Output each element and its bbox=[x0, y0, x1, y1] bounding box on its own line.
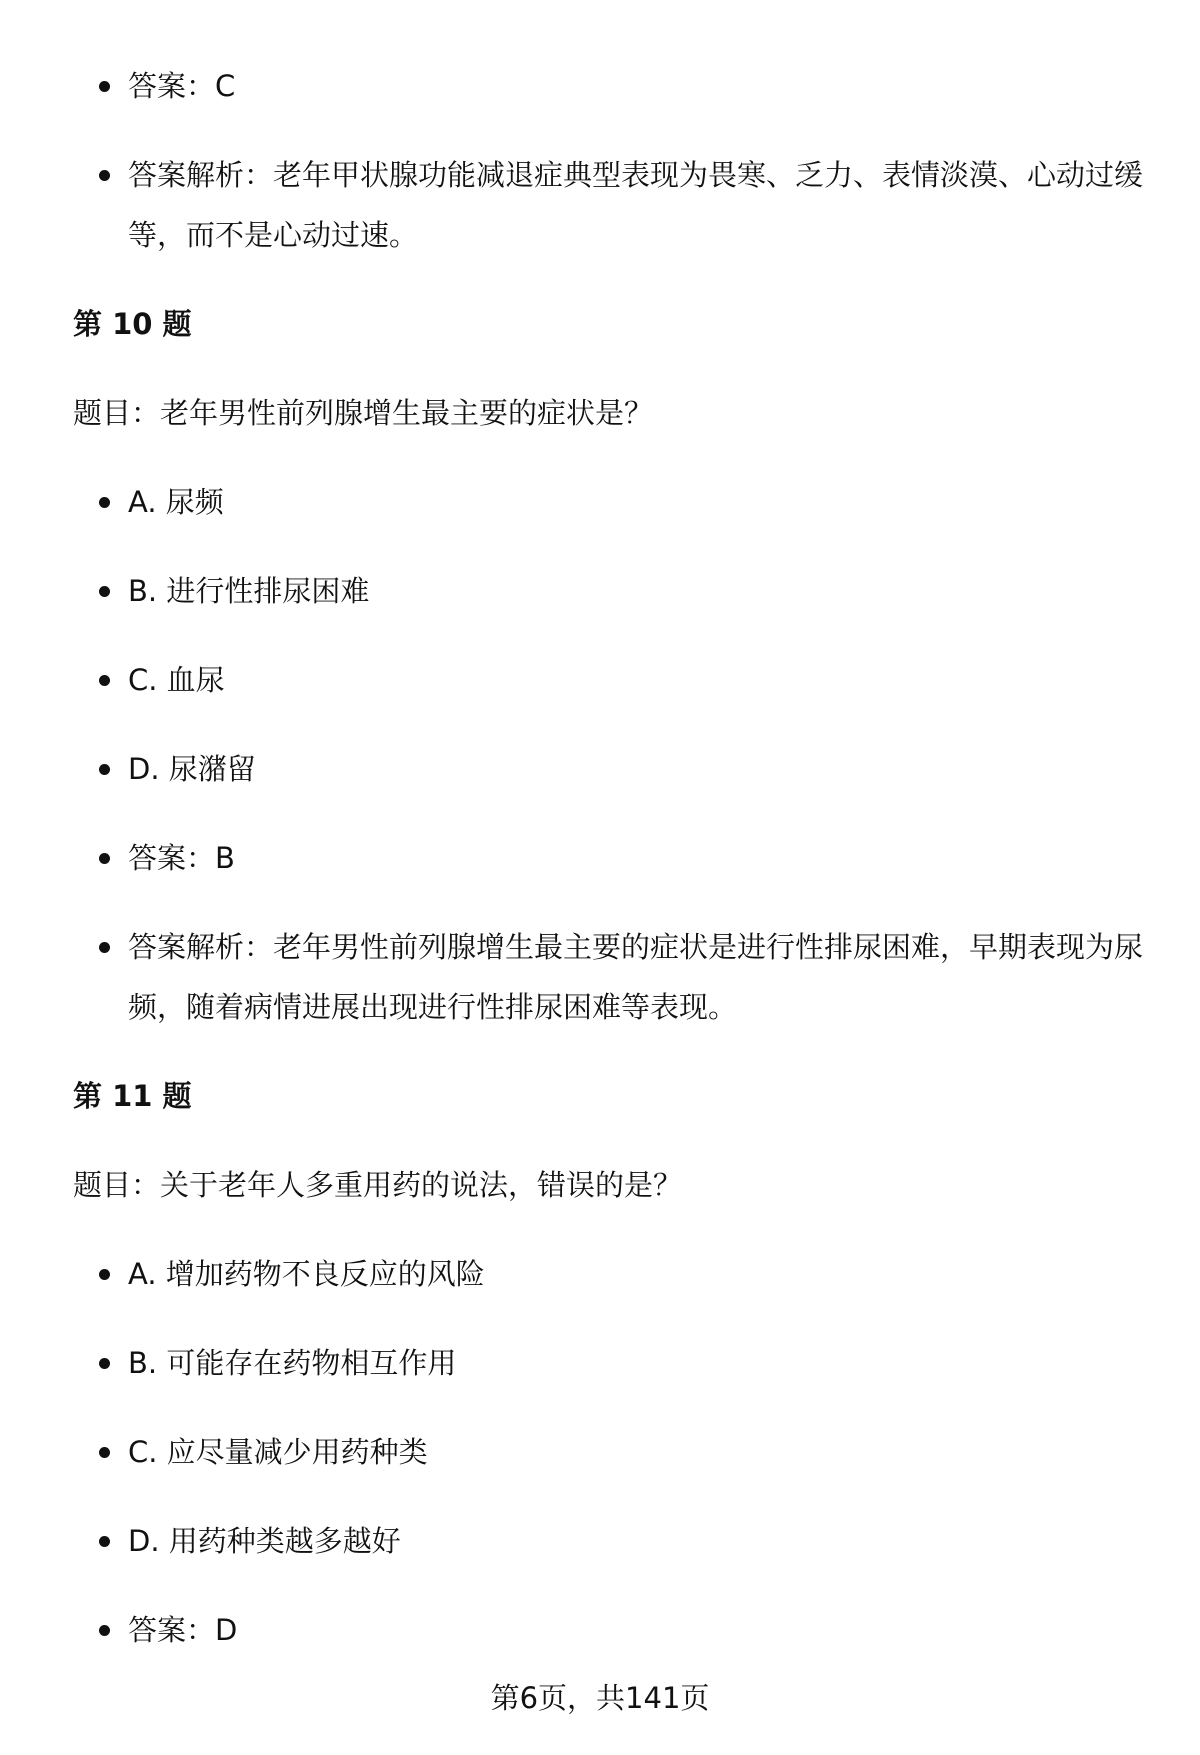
option-item bbox=[73, 1511, 1148, 1571]
option-item bbox=[73, 1422, 1148, 1482]
option-text: C. 血尿 bbox=[128, 663, 225, 697]
option-item bbox=[73, 472, 1148, 532]
bullet-dot-icon bbox=[99, 942, 110, 953]
question-heading: 第 10 题 bbox=[73, 307, 192, 341]
bullet-dot-icon bbox=[99, 497, 110, 508]
option-text: D. 尿潴留 bbox=[128, 752, 256, 786]
explanation-text: 答案解析：老年男性前列腺增生最主要的症状是进行性排尿困难，早期表现为尿频，随着病情进展出现进行性排尿困难等表现。 bbox=[128, 930, 1144, 1024]
bullet-dot-icon bbox=[99, 764, 110, 775]
bullet-dot-icon bbox=[99, 1536, 110, 1547]
explanation-item bbox=[73, 145, 1148, 265]
option-text: A. 尿频 bbox=[128, 485, 224, 519]
answer-item bbox=[73, 828, 1148, 888]
option-item bbox=[73, 739, 1148, 799]
answer-text: 答案：C bbox=[128, 69, 236, 103]
page-footer: 第6页，共141页 bbox=[490, 1681, 710, 1715]
explanation-item bbox=[73, 917, 1148, 1037]
bullet-dot-icon bbox=[99, 675, 110, 686]
option-item bbox=[73, 561, 1148, 621]
bullet-dot-icon bbox=[99, 853, 110, 864]
answer-text: 答案：B bbox=[128, 841, 235, 875]
question-text: 题目：老年男性前列腺增生最主要的症状是？ bbox=[73, 396, 654, 430]
option-text: B. 进行性排尿困难 bbox=[128, 574, 370, 608]
answer-text: 答案：D bbox=[128, 1613, 238, 1647]
answer-item bbox=[73, 56, 1148, 116]
option-item bbox=[73, 1333, 1148, 1393]
bullet-dot-icon bbox=[99, 1447, 110, 1458]
option-text: D. 用药种类越多越好 bbox=[128, 1524, 401, 1558]
question-heading: 第 11 题 bbox=[73, 1079, 192, 1113]
option-text: A. 增加药物不良反应的风险 bbox=[128, 1257, 485, 1291]
bullet-dot-icon bbox=[99, 1358, 110, 1369]
bullet-dot-icon bbox=[99, 81, 110, 92]
question-text: 题目：关于老年人多重用药的说法，错误的是？ bbox=[73, 1168, 683, 1202]
bullet-dot-icon bbox=[99, 1269, 110, 1280]
bullet-dot-icon bbox=[99, 170, 110, 181]
option-item bbox=[73, 1244, 1148, 1304]
answer-item bbox=[73, 1600, 1148, 1660]
option-text: B. 可能存在药物相互作用 bbox=[128, 1346, 457, 1380]
explanation-text: 答案解析：老年甲状腺功能减退症典型表现为畏寒、乏力、表情淡漠、心动过缓等，而不是心动过速。 bbox=[128, 158, 1144, 252]
bullet-dot-icon bbox=[99, 586, 110, 597]
bullet-dot-icon bbox=[99, 1625, 110, 1636]
option-item bbox=[73, 650, 1148, 710]
document-content bbox=[73, 56, 1148, 1689]
option-text: C. 应尽量减少用药种类 bbox=[128, 1435, 428, 1469]
